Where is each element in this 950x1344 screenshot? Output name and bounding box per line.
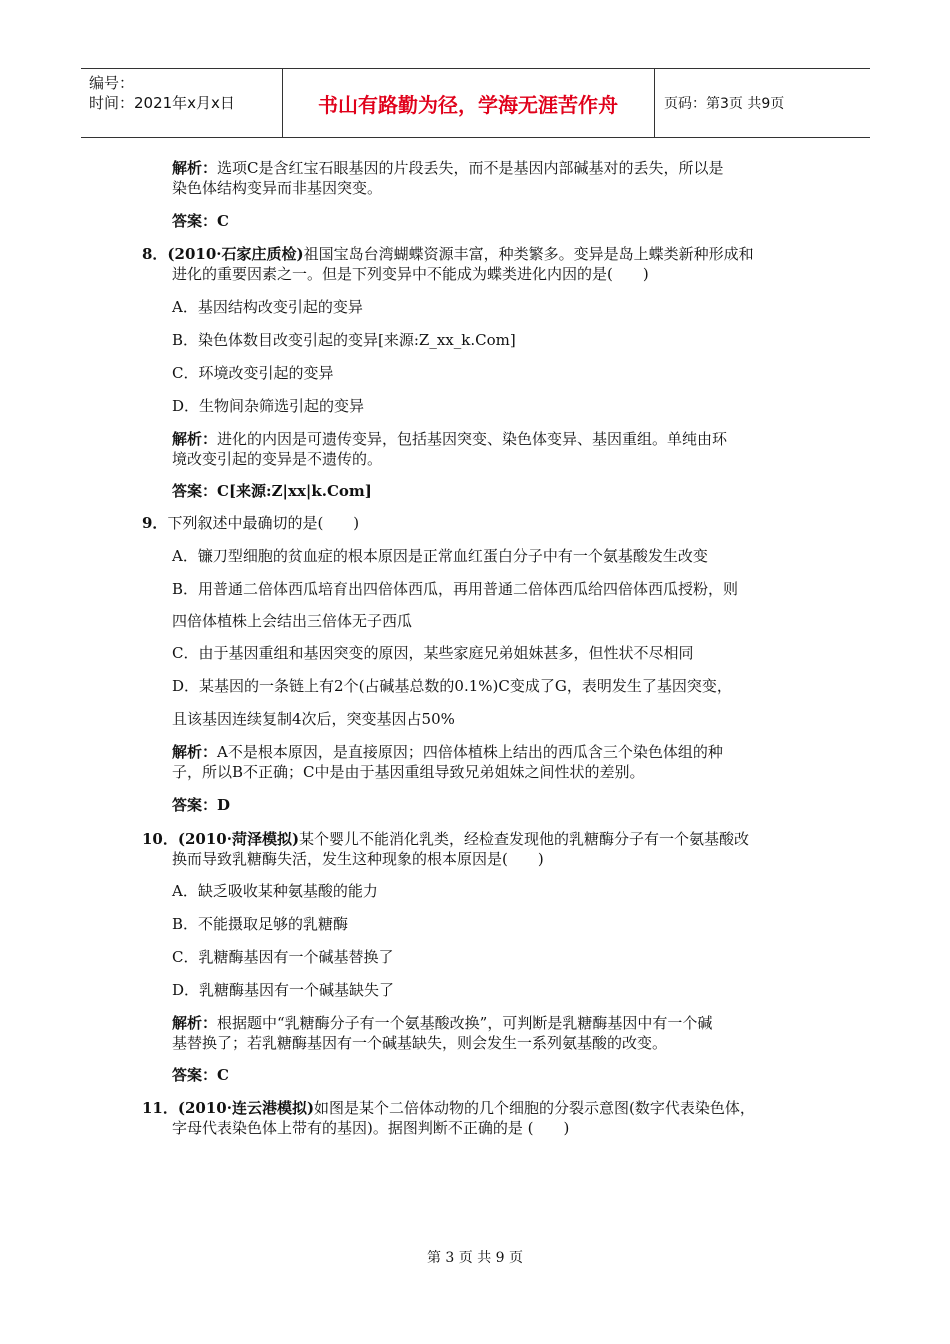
option-8b: B．染色体数目改变引起的变异[来源:Z_xx_k.Com] [172, 331, 516, 349]
option-10b: B．不能摄取足够的乳糖酶 [172, 915, 349, 933]
page-footer: 第 3 页 共 9 页 [426, 1250, 524, 1266]
answer-q9: 答案：D [172, 796, 231, 814]
option-9b-cont: 四倍体植株上会结出三倍体无子西瓜 [172, 612, 413, 630]
option-9b: B．用普通二倍体西瓜培育出四倍体西瓜，再用普通二倍体西瓜给四倍体西瓜授粉，则 [172, 580, 739, 598]
analysis-q9: 解析：A不是根本原因，是直接原因；四倍体植株上结出的西瓜含三个染色体组的种 子，所以B不正确；C中是由于基因重组导致兄弟姐妹之间性状的差别。 [172, 743, 723, 781]
question-10: 10．(2010·菏泽模拟)某个婴儿不能消化乳类，经检查发现他的乳糖酶分子有一个氨基酸改 换而导致乳糖酶失活，发生这种现象的根本原因是( ) [142, 830, 750, 868]
answer-q8: 答案：C[来源:Z|xx|k.Com] [172, 482, 372, 500]
option-9c: C．由于基因重组和基因突变的原因，某些家庭兄弟姐妹甚多，但性状不尽相同 [172, 644, 694, 662]
option-9a: A．镰刀型细胞的贫血症的根本原因是正常血红蛋白分子中有一个氨基酸发生改变 [172, 547, 708, 565]
number-label: 编号： [89, 74, 135, 92]
option-8c: C．环境改变引起的变异 [172, 364, 334, 382]
question-9: 9．下列叙述中最确切的是( ) [142, 514, 360, 532]
time-label: 时间：2021年x月x日 [89, 94, 235, 112]
analysis-q7: 解析：选项C是含红宝石眼基因的片段丢失，而不是基因内部碱基对的丢失，所以是 染色体结构变异而非基因突变。 [172, 159, 724, 197]
question-8: 8．(2010·石家庄质检)祖国宝岛台湾蝴蝶资源丰富，种类繁多。变异是岛上蝶类新种形成和 进化的重要因素之一。但是下列变异中不能成为蝶类进化内因的是( ) [142, 245, 754, 283]
option-10c: C．乳糖酶基因有一个碱基替换了 [172, 948, 394, 966]
analysis-q8: 解析：进化的内因是可遗传变异，包括基因突变、染色体变异、基因重组。单纯由环 境改变引起的变异是不遗传的。 [172, 430, 728, 468]
option-10d: D．乳糖酶基因有一个碱基缺失了 [172, 981, 395, 999]
option-10a: A．缺乏吸收某种氨基酸的能力 [172, 882, 378, 900]
answer-q7: 答案：C [172, 212, 229, 230]
header-motto: 书山有路勤为径，学海无涯苦作舟 [318, 92, 618, 117]
option-8a: A．基因结构改变引起的变异 [172, 298, 363, 316]
answer-q10: 答案：C [172, 1066, 229, 1084]
header-page-info: 页码：第3页 共9页 [664, 96, 785, 112]
option-8d: D．生物间杂筛选引起的变异 [172, 397, 365, 415]
analysis-q10: 解析：根据题中“乳糖酶分子有一个氨基酸改换”，可判断是乳糖酶基因中有一个碱 基替换了；若乳糖酶基因有一个碱基缺失，则会发生一系列氨基酸的改变。 [172, 1014, 713, 1052]
question-11: 11．(2010·连云港模拟)如图是某个二倍体动物的几个细胞的分裂示意图(数字代表染色体， 字母代表染色体上带有的基因)。据图判断不正确的是 ( ) [142, 1099, 755, 1137]
option-9d: D．某基因的一条链上有2个(占碱基总数的0.1%)C变成了G，表明发生了基因突变， [172, 677, 732, 695]
option-9d-cont: 且该基因连续复制4次后，突变基因占50% [172, 710, 455, 728]
